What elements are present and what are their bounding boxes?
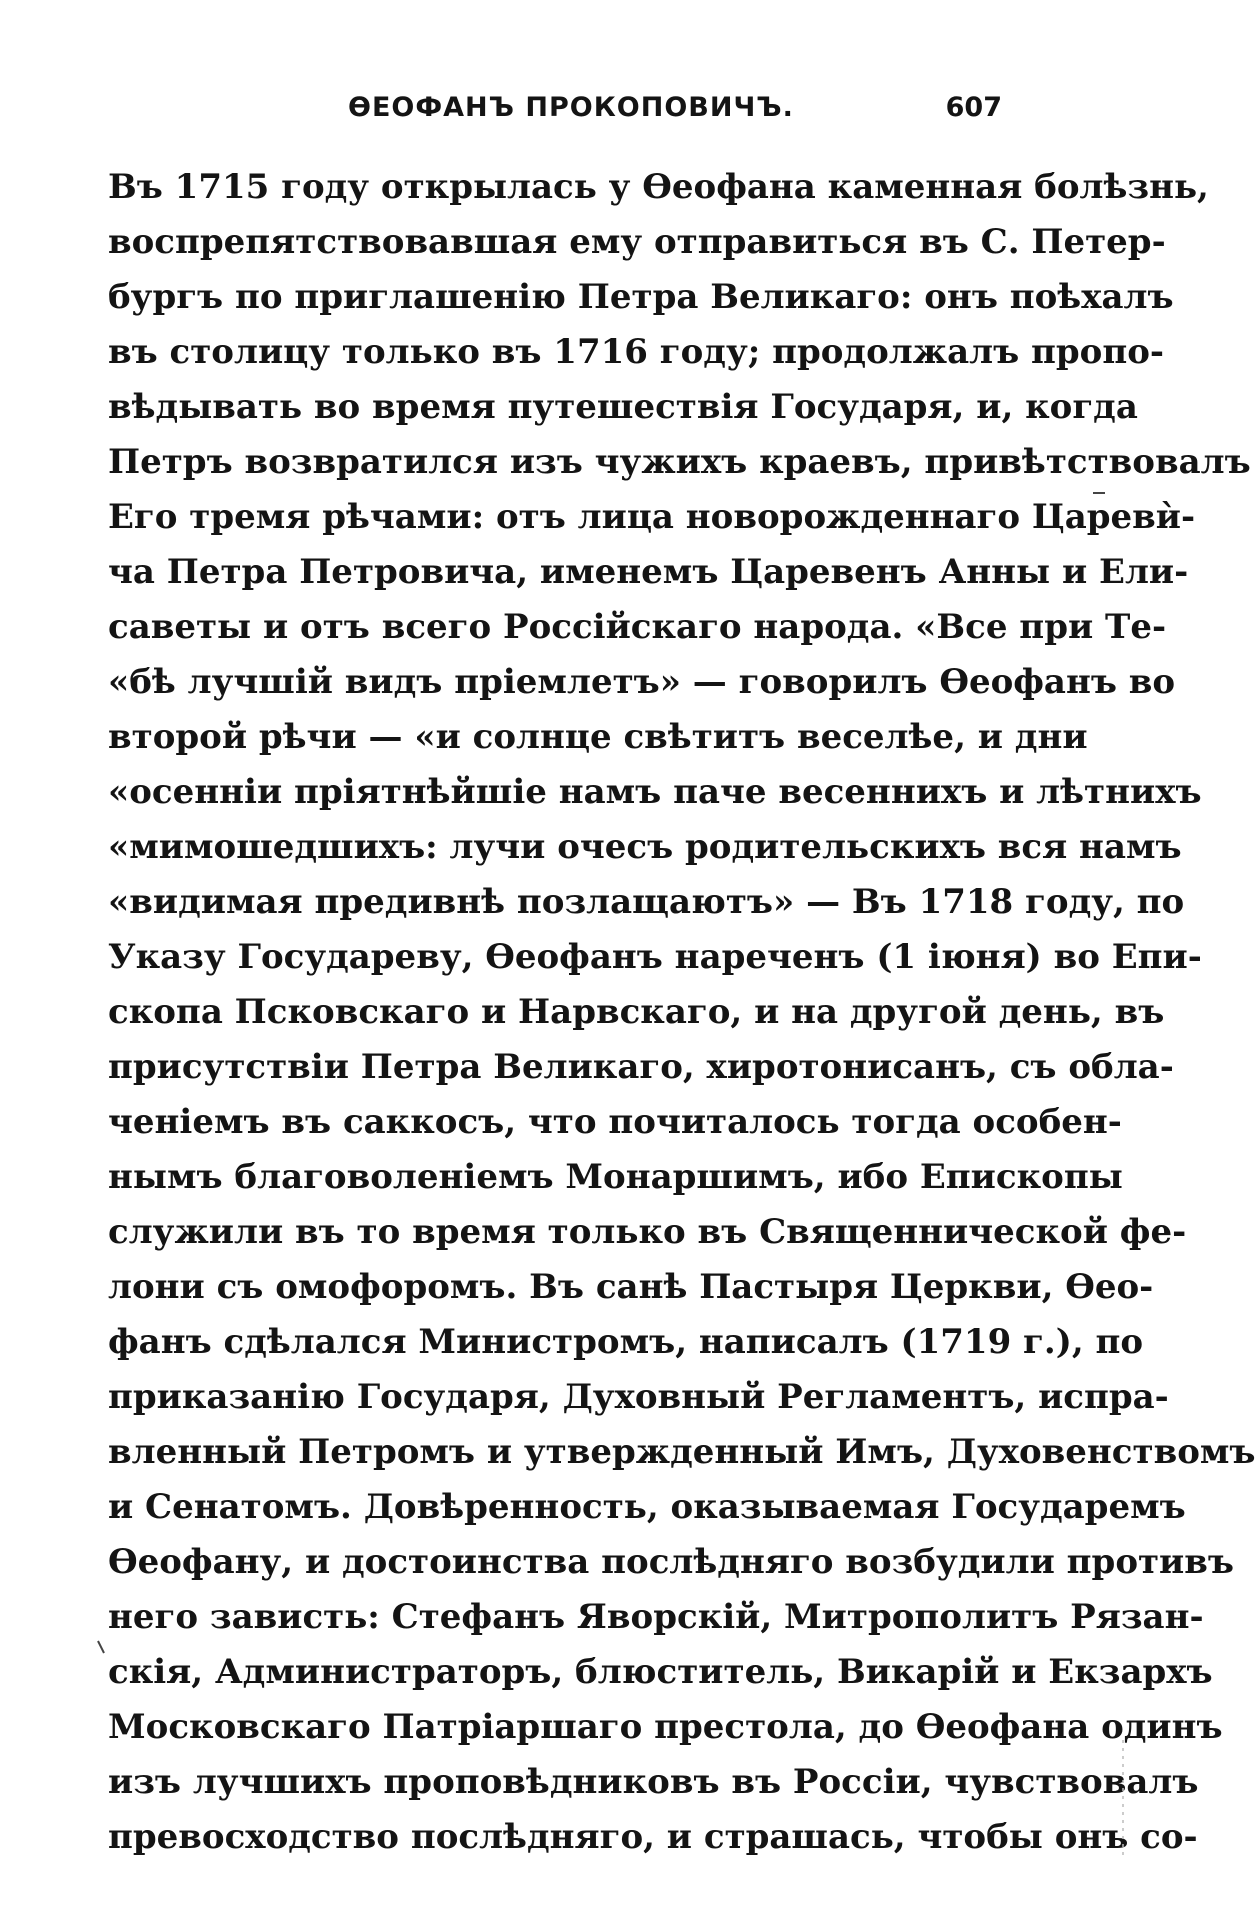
text-line: и Сенатомъ. Довѣренность, оказываемая Государемъ: [108, 1487, 1186, 1527]
text-line: изъ лучшихъ проповѣдниковъ въ Россіи, чувствовалъ: [108, 1762, 1199, 1802]
margin-tick-mark: [96, 1640, 106, 1654]
text-line: Петръ возвратился изъ чужихъ краевъ, привѣтствовалъ: [108, 442, 1251, 482]
text-line: Ѳеофану, и достоинства послѣдняго возбудили противъ: [108, 1542, 1234, 1582]
text-line: скія, Администраторъ, блюститель, Викарій и Екзархъ: [108, 1652, 1213, 1692]
text-line: скопа Псковскаго и Нарвскаго, и на другой день, въ: [108, 992, 1165, 1032]
running-title: ѲЕОФАНЪ ПРОКОПОВИЧЪ.: [348, 92, 794, 123]
text-line: него зависть: Стефанъ Яворскій, Митрополитъ Рязан-: [108, 1597, 1204, 1637]
text-line: «видимая предивнѣ позлащаютъ» — Въ 1718 году, по: [108, 882, 1185, 922]
text-line: вѣдывать во время путешествія Государя, и, когда: [108, 387, 1138, 427]
text-line: ченіемъ въ саккосъ, что почиталось тогда особен-: [108, 1102, 1122, 1142]
text-line: нымъ благоволеніемъ Монаршимъ, ибо Епископы: [108, 1157, 1123, 1197]
text-line: «бѣ лучшій видъ пріемлетъ» — говорилъ Ѳеофанъ во: [108, 662, 1176, 702]
text-line: вленный Петромъ и утвержденный Имъ, Духовенствомъ: [108, 1432, 1255, 1472]
text-line: фанъ сдѣлался Министромъ, написалъ (1719 г.), по: [108, 1322, 1144, 1362]
text-line: воспрепятствовавшая ему отправиться въ С. Петер-: [108, 222, 1166, 262]
body-text: [108, 160, 1255, 1865]
text-line: саветы и отъ всего Россійскаго народа. «Все при Те-: [108, 607, 1167, 647]
text-line: «мимошедшихъ: лучи очесъ родительскихъ вся намъ: [108, 827, 1182, 867]
text-line: въ столицу только въ 1716 году; продолжалъ пропо-: [108, 332, 1165, 372]
text-line: Его тремя рѣчами: отъ лица новорожденнаго Царевѝ-: [108, 497, 1196, 537]
text-line: Московскаго Патріаршаго престола, до Ѳеофана одинъ: [108, 1707, 1223, 1747]
margin-dash-mark: [1092, 490, 1106, 496]
text-line: приказанію Государя, Духовный Регламентъ, испра-: [108, 1377, 1169, 1417]
text-line: «осенніи пріятнѣйшіе намъ паче весеннихъ и лѣтнихъ: [108, 772, 1202, 812]
text-line: присутствіи Петра Великаго, хиротонисанъ, съ обла-: [108, 1047, 1174, 1087]
text-line: превосходство послѣдняго, и страшась, чтобы онъ со-: [108, 1817, 1198, 1857]
text-line: служили въ то время только въ Священнической фе-: [108, 1212, 1187, 1252]
text-line: второй рѣчи — «и солнце свѣтитъ веселѣе, и дни: [108, 717, 1088, 757]
text-line: лони съ омофоромъ. Въ санѣ Пастыря Церкви, Ѳео-: [108, 1267, 1154, 1307]
text-line: Въ 1715 году открылась у Ѳеофана каменная болѣзнь,: [108, 167, 1209, 207]
running-header: [108, 92, 1008, 132]
page-number: 607: [945, 92, 1002, 123]
text-line: бургъ по приглашенію Петра Великаго: онъ поѣхалъ: [108, 277, 1174, 317]
margin-rule-mark: [1120, 1740, 1126, 1860]
text-line: Указу Государеву, Ѳеофанъ нареченъ (1 іюня) во Епи-: [108, 937, 1202, 977]
text-line: ча Петра Петровича, именемъ Царевенъ Анны и Ели-: [108, 552, 1189, 592]
